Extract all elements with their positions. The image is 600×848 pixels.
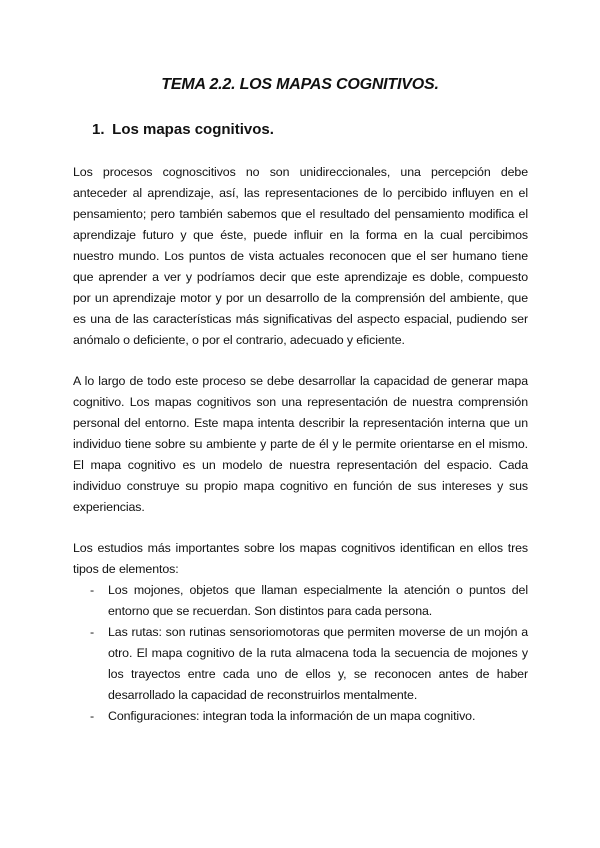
list-bullet-dash: - (90, 583, 95, 597)
paragraph: Los procesos cognoscitivos no son unidireccionales, una percepción debe anteceder al aprendizaje, así, las representaciones de lo percibido influyen en el pensamiento; pero también sabemos que el resultado del pensamiento modifica el aprendizaje futuro y que éste, puede influir en la forma en la cual percibimos nuestro mundo. Los puntos de vista actuales reconocen que el ser humano tiene que aprender a ver y podríamos decir que este aprendizaje es doble, compuesto por un aprendizaje motor y por un desarrollo de la comprensión del ambiente, que es una de las características más significativas del aspecto espacial, pudiendo ser anómalo o deficiente, o por el contrario, adecuado y eficiente. (73, 165, 528, 347)
paragraph: Los estudios más importantes sobre los mapas cognitivos identifican en ellos tres tipos de elementos: (73, 541, 528, 576)
section-heading (92, 121, 274, 138)
document-title: TEMA 2.2. LOS MAPAS COGNITIVOS. (161, 76, 439, 93)
list-item (73, 622, 528, 706)
list-bullet-dash: - (90, 625, 95, 639)
list-item (73, 580, 528, 622)
section-number: 1. (92, 121, 105, 138)
list-item (73, 706, 528, 727)
element-types-list (73, 580, 528, 727)
paragraph: A lo largo de todo este proceso se debe desarrollar la capacidad de generar mapa cognitivo. Los mapas cognitivos son una representación de nuestra comprensión personal del entorno. Este mapa intenta describir la representación interna que un individuo tiene sobre su ambiente y parte de él y le permite orientarse en el mismo. El mapa cognitivo es un modelo de nuestra representación del espacio. Cada individuo construye su propio mapa cognitivo en función de sus intereses y sus experiencias. (73, 374, 528, 514)
list-bullet-dash: - (90, 709, 95, 723)
list-item-text: Las rutas: son rutinas sensoriomotoras que permiten moverse de un mojón a otro. El mapa cognitivo de la ruta almacena toda la secuencia de mojones y los trayectos entre cada uno de ellos y, se reconocen antes de haber desarrollado la capacidad de reconstruirlos mentalmente. (108, 625, 528, 702)
list-item-text: Configuraciones: integran toda la información de un mapa cognitivo. (108, 709, 476, 723)
list-item-text: Los mojones, objetos que llaman especialmente la atención o puntos del entorno que se recuerdan. Son distintos para cada persona. (108, 583, 528, 618)
section-heading-text: Los mapas cognitivos. (112, 121, 274, 138)
